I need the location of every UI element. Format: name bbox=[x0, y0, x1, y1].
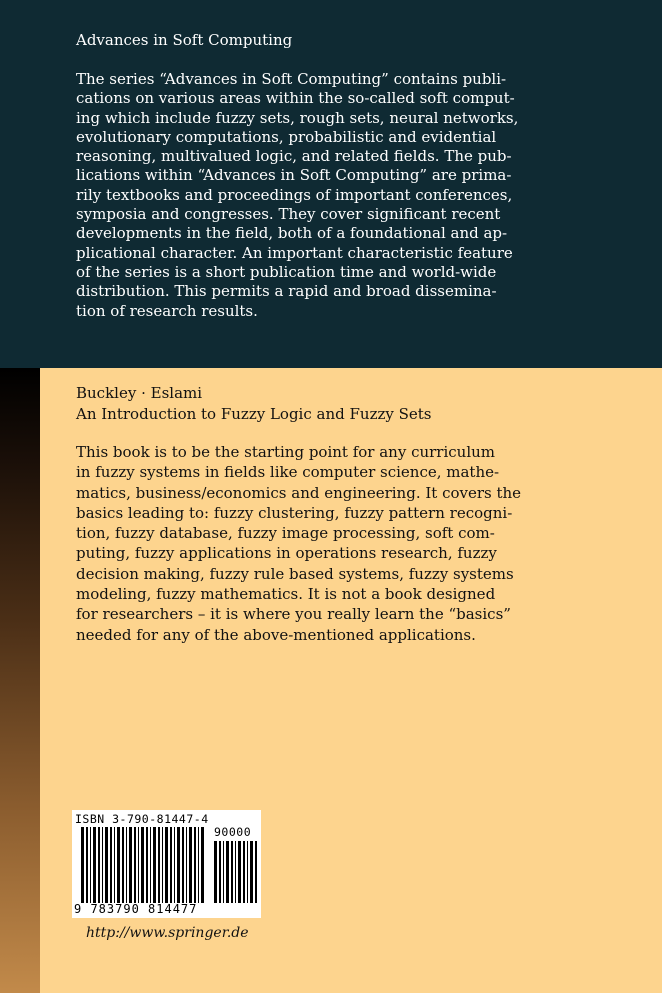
series-description bbox=[76, 70, 546, 321]
series-description-line: of the series is a short publication time and world-wide bbox=[76, 262, 497, 281]
series-description-line: reasoning, multivalued logic, and related fields. The pub- bbox=[76, 147, 512, 166]
book-description-line: This book is to be the starting point for any curriculum bbox=[76, 443, 496, 461]
ean-digits: 9 783790 814477 bbox=[74, 902, 198, 916]
series-description-line: developments in the field, both of a foundational and ap- bbox=[76, 224, 508, 243]
series-description-line: cations on various areas within the so-called soft comput- bbox=[76, 89, 515, 108]
barcode-addon-icon bbox=[214, 841, 258, 903]
book-description-line: decision making, fuzzy rule based systems, fuzzy systems bbox=[76, 564, 514, 583]
book-description-line: for researchers – it is where you really learn the “basics” bbox=[76, 605, 511, 624]
series-description-line: evolutionary computations, probabilistic and evidential bbox=[76, 127, 497, 146]
book-description-line: modeling, fuzzy mathematics. It is not a book designed bbox=[76, 585, 496, 604]
isbn-label: ISBN 3-790-81447-4 bbox=[75, 812, 209, 826]
book-description-line: puting, fuzzy applications in operations research, fuzzy bbox=[76, 544, 497, 563]
series-title: Advances in Soft Computing bbox=[76, 31, 293, 49]
barcode-box bbox=[72, 810, 261, 918]
book-title: An Introduction to Fuzzy Logic and Fuzzy Sets bbox=[76, 405, 432, 423]
book-authors: Buckley · Eslami bbox=[76, 384, 203, 402]
series-description-line: tion of research results. bbox=[76, 301, 258, 320]
book-description-line: needed for any of the above-mentioned applications. bbox=[76, 625, 476, 644]
series-description-line: lications within “Advances in Soft Computing” are prima- bbox=[76, 166, 512, 185]
series-description-line: distribution. This permits a rapid and broad dissemina- bbox=[76, 282, 497, 301]
series-description-line: symposia and congresses. They cover significant recent bbox=[76, 205, 501, 224]
series-description-line: ing which include fuzzy sets, rough sets, neural networks, bbox=[76, 108, 519, 127]
series-description-line: The series “Advances in Soft Computing” contains publi- bbox=[76, 70, 507, 88]
book-description-line: in fuzzy systems in fields like computer science, mathe- bbox=[76, 463, 500, 482]
spine-gradient-strip bbox=[0, 368, 40, 993]
book-description-line: matics, business/economics and engineering. It covers the bbox=[76, 483, 522, 502]
book-description-line: tion, fuzzy database, fuzzy image processing, soft com- bbox=[76, 524, 495, 543]
barcode-icon bbox=[81, 827, 207, 903]
book-description-line: basics leading to: fuzzy clustering, fuzzy pattern recogni- bbox=[76, 503, 513, 522]
publisher-url[interactable]: http://www.springer.de bbox=[86, 925, 249, 941]
book-description bbox=[76, 442, 526, 645]
series-description-line: plicational character. An important characteristic feature bbox=[76, 243, 513, 262]
price-code: 90000 bbox=[214, 825, 252, 839]
series-description-line: rily textbooks and proceedings of important conferences, bbox=[76, 185, 513, 204]
